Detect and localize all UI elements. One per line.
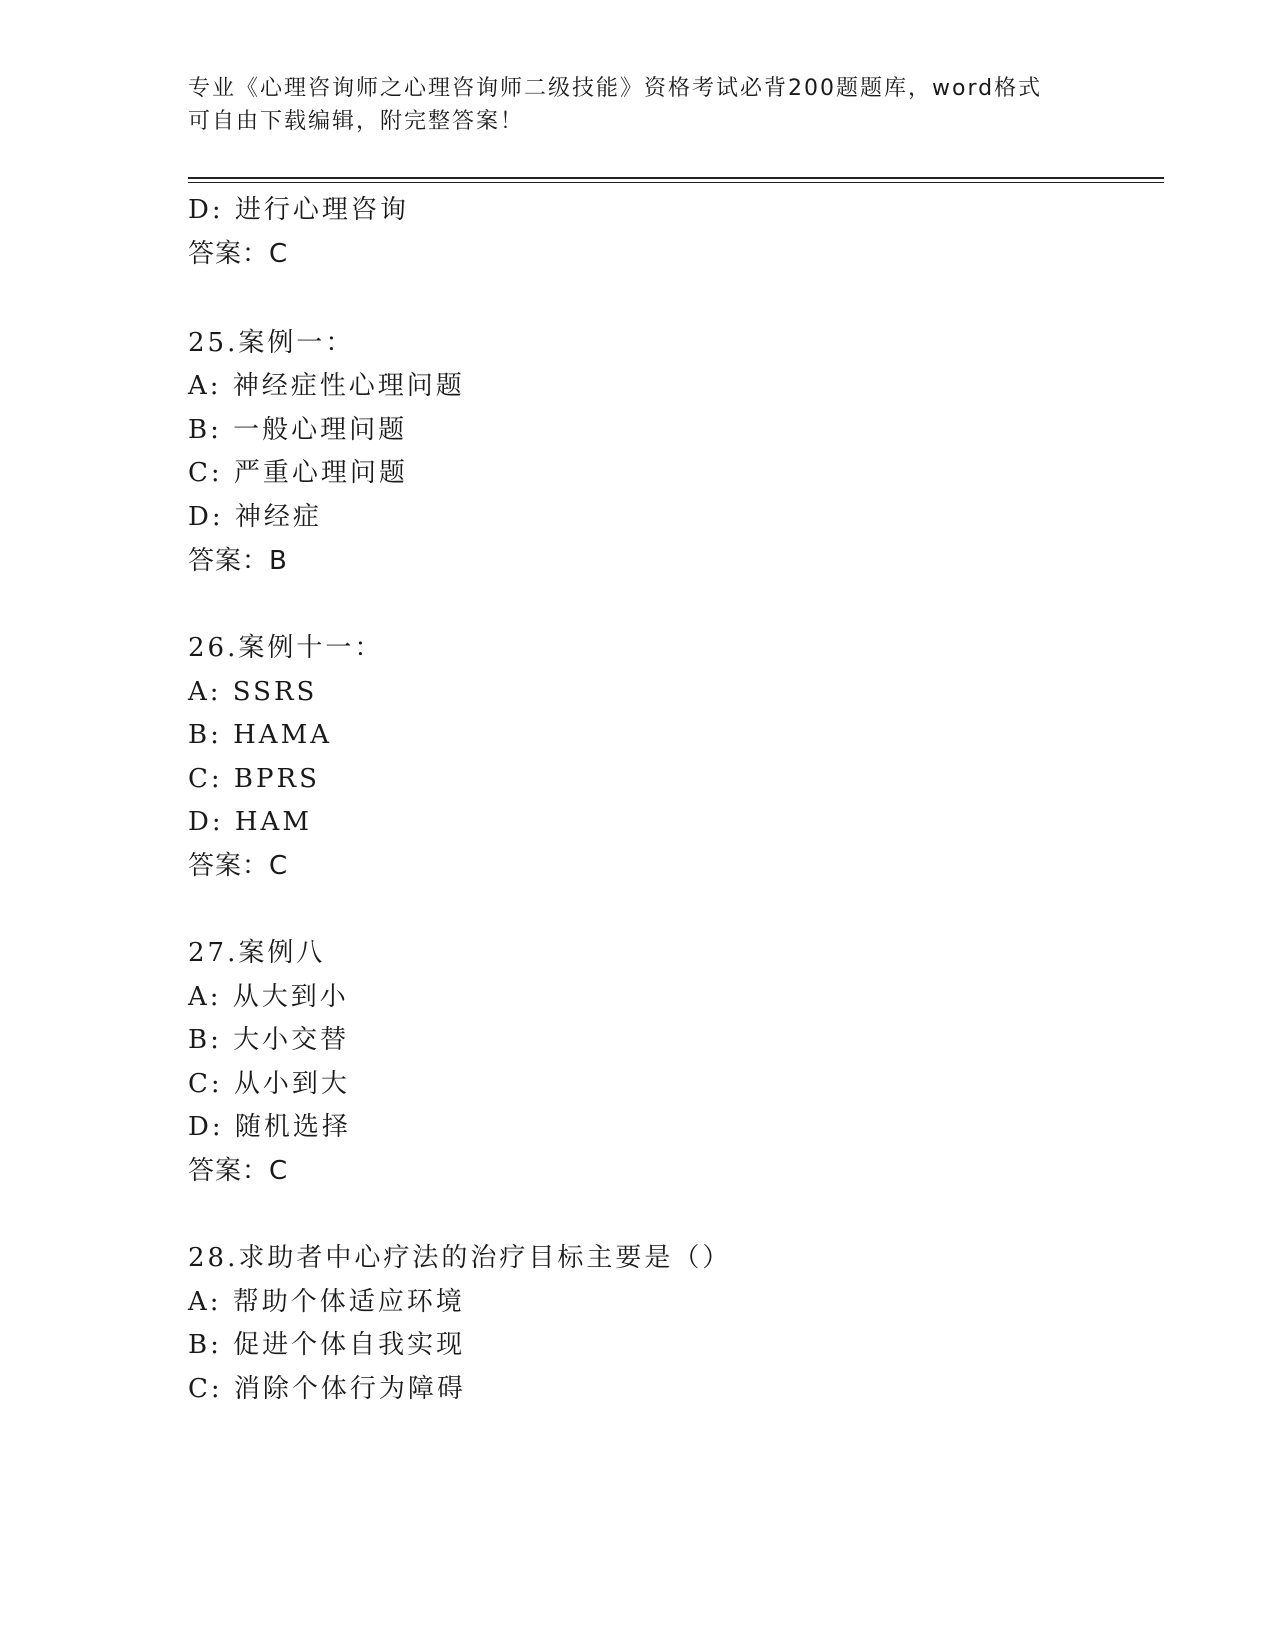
header-line-2: 可自由下载编辑，附完整答案！ — [188, 109, 525, 134]
q28-stem: 28.求助者中心疗法的治疗目标主要是（） — [188, 1243, 732, 1273]
q27-option-a: A: 从大到小 — [188, 982, 349, 1012]
document-header — [188, 72, 1088, 138]
q28-option-b: B: 促进个体自我实现 — [188, 1330, 466, 1360]
q27-option-b: B: 大小交替 — [188, 1025, 350, 1055]
q26-stem: 26.案例十一： — [188, 633, 384, 663]
q25-option-a: A: 神经症性心理问题 — [188, 371, 465, 401]
q26-answer: 答案：C — [188, 851, 289, 881]
q26-option-c: C: BPRS — [188, 764, 320, 794]
header-line-1: 专业《心理咨询师之心理咨询师二级技能》资格考试必背200题题库，word格式 — [188, 76, 1043, 101]
q28-option-c: C: 消除个体行为障碍 — [188, 1374, 466, 1404]
q25-answer: 答案：B — [188, 546, 288, 576]
q26-option-b: B: HAMA — [188, 720, 332, 750]
q26-option-a: A: SSRS — [188, 677, 318, 707]
prev-answer: 答案：C — [188, 239, 289, 269]
q25-option-d: D: 神经症 — [188, 502, 322, 532]
q26-option-d: D: HAM — [188, 807, 312, 837]
q27-stem: 27.案例八 — [188, 938, 326, 968]
prev-option-d: D: 进行心理咨询 — [188, 195, 409, 225]
header-divider-thick — [188, 177, 1164, 179]
q27-option-c: C: 从小到大 — [188, 1069, 350, 1099]
header-divider-thin — [188, 182, 1164, 183]
q25-option-c: C: 严重心理问题 — [188, 458, 408, 488]
q25-stem: 25.案例一： — [188, 328, 355, 358]
q25-option-b: B: 一般心理问题 — [188, 415, 408, 445]
q28-option-a: A: 帮助个体适应环境 — [188, 1287, 465, 1317]
q27-answer: 答案：C — [188, 1156, 289, 1186]
q27-option-d: D: 随机选择 — [188, 1112, 351, 1142]
